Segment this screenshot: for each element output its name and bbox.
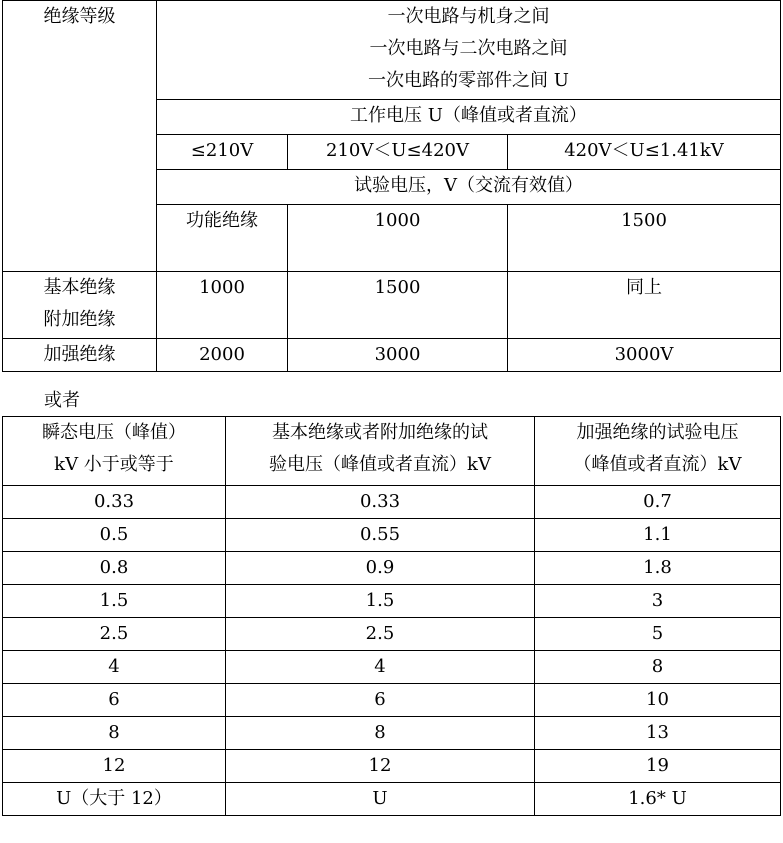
grade-label: 加强绝缘 xyxy=(3,339,157,372)
header-line: （峰值或者直流）kV xyxy=(573,454,742,475)
column-header xyxy=(226,417,535,486)
table-row xyxy=(3,618,781,651)
header-line: 加强绝缘的试验电压 xyxy=(576,422,739,443)
table-cell: 1.5 xyxy=(226,585,535,618)
table-row xyxy=(3,783,781,816)
table-cell: 0.9 xyxy=(226,552,535,585)
table-cell: 12 xyxy=(3,750,226,783)
table-row xyxy=(3,272,781,339)
table-cell: 13 xyxy=(535,717,781,750)
header-line: kV 小于或等于 xyxy=(54,454,174,475)
range-cell: ≤210V xyxy=(157,135,288,170)
value-cell: 3000 xyxy=(288,339,508,372)
table-cell: 0.5 xyxy=(3,519,226,552)
circuit-line: 一次电路与二次电路之间 xyxy=(369,38,568,59)
table-row xyxy=(3,1,781,100)
table-row xyxy=(3,684,781,717)
table-cell: 2.5 xyxy=(226,618,535,651)
table-cell: 4 xyxy=(226,651,535,684)
value-cell: 1000 xyxy=(157,272,288,339)
table-cell: U（大于 12） xyxy=(3,783,226,816)
header-line: 验电压（峰值或者直流）kV xyxy=(269,454,491,475)
grade-label-line: 附加绝缘 xyxy=(43,309,116,330)
value-cell: 1500 xyxy=(288,272,508,339)
circuit-line: 一次电路与机身之间 xyxy=(387,6,550,27)
table-cell: 6 xyxy=(226,684,535,717)
value-cell: 2000 xyxy=(157,339,288,372)
grade-label xyxy=(3,272,157,339)
table-cell: 1.8 xyxy=(535,552,781,585)
value-cell: 1500 xyxy=(508,205,781,272)
table-cell: 0.55 xyxy=(226,519,535,552)
table-row xyxy=(3,651,781,684)
header-line: 瞬态电压（峰值） xyxy=(42,422,186,443)
test-voltage-header: 试验电压，V（交流有效值） xyxy=(157,170,781,205)
table-cell: 1.6* U xyxy=(535,783,781,816)
table-cell: 19 xyxy=(535,750,781,783)
table-row xyxy=(3,519,781,552)
table-cell: 8 xyxy=(535,651,781,684)
header-line: 基本绝缘或者附加绝缘的试 xyxy=(272,422,488,443)
table-row xyxy=(3,552,781,585)
column-header xyxy=(535,417,781,486)
insulation-grade-header: 绝缘等级 xyxy=(3,1,157,272)
table-cell: 12 xyxy=(226,750,535,783)
table-row xyxy=(3,339,781,372)
value-cell: 1000 xyxy=(288,205,508,272)
grade-label-line: 基本绝缘 xyxy=(43,277,116,298)
range-cell: 210V＜U≤420V xyxy=(288,135,508,170)
table-cell: 10 xyxy=(535,684,781,717)
table-cell: 8 xyxy=(226,717,535,750)
grade-label-line: 功能绝缘 xyxy=(186,210,258,231)
table-cell: 3 xyxy=(535,585,781,618)
or-text: 或者 xyxy=(44,390,80,411)
table-row xyxy=(3,486,781,519)
table-cell: 0.7 xyxy=(535,486,781,519)
table-cell: 0.33 xyxy=(226,486,535,519)
value-cell xyxy=(508,272,781,339)
table-header-row xyxy=(3,417,781,486)
grade-label xyxy=(157,205,288,272)
value-cell: 3000V xyxy=(508,339,781,372)
insulation-test-voltage-table xyxy=(2,0,781,372)
table-cell: U xyxy=(226,783,535,816)
table-row xyxy=(3,717,781,750)
value-line: 同上 xyxy=(626,277,662,298)
table-cell: 1.5 xyxy=(3,585,226,618)
table-cell: 0.33 xyxy=(3,486,226,519)
table-cell: 4 xyxy=(3,651,226,684)
table-cell: 8 xyxy=(3,717,226,750)
table-cell: 2.5 xyxy=(3,618,226,651)
table-row xyxy=(3,585,781,618)
transient-voltage-table xyxy=(2,416,781,816)
column-header xyxy=(3,417,226,486)
range-cell: 420V＜U≤1.41kV xyxy=(508,135,781,170)
table-cell: 1.1 xyxy=(535,519,781,552)
table-cell: 6 xyxy=(3,684,226,717)
table-cell: 0.8 xyxy=(3,552,226,585)
table-cell: 5 xyxy=(535,618,781,651)
circuit-line: 一次电路的零部件之间 U xyxy=(368,70,569,91)
working-voltage-header: 工作电压 U（峰值或者直流） xyxy=(157,100,781,135)
table-row xyxy=(3,750,781,783)
circuit-header xyxy=(157,1,781,100)
